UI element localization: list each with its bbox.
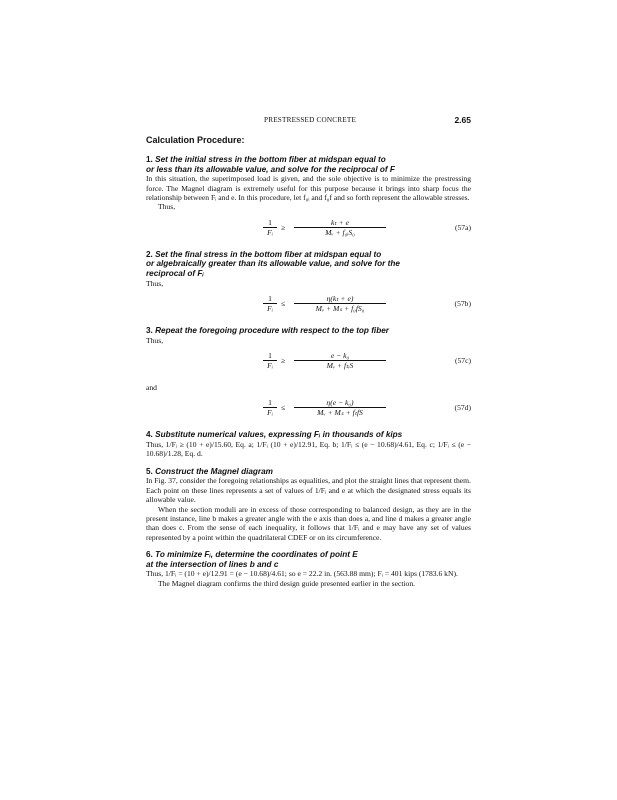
eq57b-tag: (57b)	[454, 299, 471, 308]
step-2-heading-cont2	[146, 269, 471, 279]
eq57b-rhs-den: Mᵥ + Mₛ + f₀fS₀	[294, 303, 386, 313]
step-4-paragraph: Thus, 1/Fᵢ ≥ (10 + e)/15.60, Eq. a; 1/Fᵢ (10 + e)/12.91, Eq. b; 1/Fᵢ ≤ (e − 10.68)/4.61, Eq. c; 1/Fᵢ ≤ (e − 10.68)/1.28, Eq. d.	[146, 440, 471, 459]
and-text: and	[146, 383, 157, 392]
step-2-number: 2.	[146, 249, 153, 259]
eq57a-rhs-den: Mᵥ + f₀ᵢS₀	[294, 227, 386, 237]
step-6-title-line1: To minimize Fᵢ, determine the coordinates of point E	[155, 550, 358, 560]
step-3-thus: Thus,	[146, 335, 164, 345]
step-5-number: 5.	[146, 466, 153, 476]
eq57c-tag: (57c)	[454, 356, 471, 365]
step-6-paragraph-2: The Magnel diagram confirms the third design guide presented earlier in the section.	[158, 578, 416, 588]
step-2-heading-cont	[146, 259, 471, 269]
step-4-title-line1: Substitute numerical values, expressing Fᵢ in thousands of kips	[155, 430, 403, 440]
eq57d-lhs	[263, 398, 277, 417]
step-5-title-line1: Construct the Magnel diagram	[155, 466, 273, 476]
eq57a-lhs-den: Fᵢ	[263, 227, 277, 237]
eq57d-rhs-den: Mᵥ + Mₛ + fₜfS	[294, 407, 386, 417]
step-6-paragraph-1: Thus, 1/Fᵢ = (10 + e)/12.91 = (e − 10.68)/4.61; so e = 22.2 in. (563.88 mm); Fᵢ = 401 kips (1783.6 kN).	[146, 569, 458, 579]
step-4-heading	[146, 430, 471, 440]
eq57a-relation: ≥	[281, 222, 286, 232]
eq57b-lhs-den: Fᵢ	[263, 303, 277, 313]
equation-57b	[146, 294, 471, 318]
eq57b-lhs	[263, 294, 277, 313]
eq57c-lhs-num: 1	[268, 351, 272, 360]
section-heading: Calculation Procedure:	[146, 135, 245, 145]
eq57a-rhs	[294, 218, 386, 237]
eq57c-rhs-num: e − k₀	[330, 351, 350, 360]
step-1-heading-cont	[146, 165, 471, 175]
eq57c-rhs	[294, 351, 386, 370]
step-1-number: 1.	[146, 155, 153, 164]
step-1-thus: Thus,	[158, 202, 176, 212]
step-2-title-line2: or algebraically greater than its allowable value, and solve for the	[146, 259, 400, 269]
eq57a-lhs	[263, 218, 277, 237]
eq57d-tag: (57d)	[454, 403, 471, 413]
step-5-heading	[146, 467, 471, 477]
eq57d-rhs-num: η(e − k₀)	[326, 398, 354, 408]
eq57c-lhs-den: Fᵢ	[263, 360, 277, 370]
eq57d-lhs-den: Fᵢ	[263, 407, 277, 417]
page-number: 2.65	[454, 115, 471, 125]
step-5-paragraph-2: When the section moduli are in excess of those corresponding to balanced design, as they are in the present instance, line b makes a greater angle with the e axis than does a, and line d makes a greater angle than does c. From the sense of each inequality, it follows that 1/Fᵢ and e may have any set of values represented by a point within the quadrilateral CDEF or on its circumference.	[146, 504, 471, 542]
step-1-heading	[146, 155, 471, 165]
step-3-heading	[146, 326, 471, 336]
step-2-thus: Thus,	[146, 278, 164, 288]
step-2-title-line1: Set the final stress in the bottom fiber at midspan equal to	[155, 249, 382, 259]
eq57d-relation: ≤	[281, 403, 286, 413]
step-2-title-line3: reciprocal of Fᵢ	[146, 269, 204, 278]
eq57a-tag: (57a)	[454, 222, 471, 232]
eq57b-rhs-num: η(kₜ + e)	[326, 294, 354, 303]
eq57b-lhs-num: 1	[268, 294, 272, 303]
step-6-heading	[146, 550, 471, 560]
eq57b-relation: ≤	[281, 299, 286, 308]
header-title: PRESTRESSED CONCRETE	[264, 116, 357, 124]
equation-57c	[146, 351, 471, 375]
step-1-title-line2: or less than its allowable value, and solve for the reciprocal of F	[146, 164, 395, 174]
eq57d-rhs	[294, 398, 386, 417]
step-4-number: 4.	[146, 430, 153, 440]
eq57c-relation: ≥	[281, 356, 286, 365]
eq57a-rhs-num: kₜ + e	[331, 217, 349, 227]
eq57d-lhs-num: 1	[268, 398, 272, 408]
step-3-title-line1: Repeat the foregoing procedure with respect to the top fiber	[155, 326, 389, 335]
step-6-title-line2: at the intersection of lines b and c	[146, 559, 279, 569]
eq57a-lhs-num: 1	[268, 217, 272, 227]
eq57c-rhs-den: Mᵥ + fₜᵢS	[294, 360, 386, 370]
eq57c-lhs	[263, 351, 277, 370]
step-5-paragraph-1: In Fig. 37, consider the foregoing relationships as equalities, and plot the straight lines that represent them. Each point on these lines represents a set of values of 1/Fᵢ and e at which the designated stress equals its allowable value.	[146, 476, 471, 505]
step-1-title-line1: Set the initial stress in the bottom fiber at midspan equal to	[155, 155, 386, 164]
equation-57d	[146, 398, 471, 422]
step-6-heading-cont	[146, 560, 471, 570]
eq57b-rhs	[294, 294, 386, 313]
step-2-heading	[146, 250, 471, 260]
equation-57a	[146, 218, 471, 242]
step-1-paragraph: In this situation, the superimposed load is given, and the sole objective is to minimize the prestressing force. The Magnel diagram is extremely useful for this purpose because it brings into sharp focus the relationship between Fᵢ and e. In this procedure, let f₀ᵢ and f₀f and so forth represent the allowable stresses.	[146, 174, 471, 202]
step-3-number: 3.	[146, 326, 153, 335]
step-6-number: 6.	[146, 550, 153, 560]
content-body	[146, 135, 471, 588]
